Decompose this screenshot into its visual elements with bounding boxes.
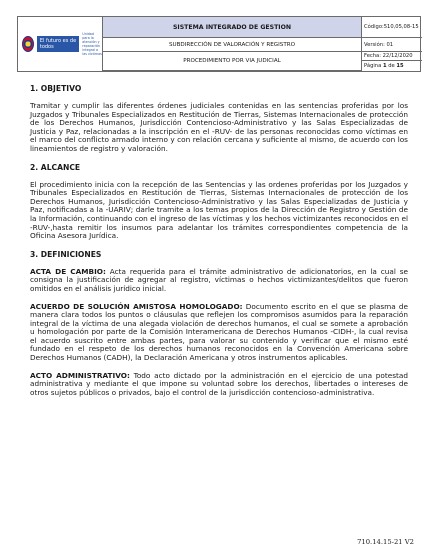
definition-item bbox=[30, 268, 408, 294]
definition-text: Acta requerida para el trámite administrativo de adicionatorios, en la cual se consigna la justificación de agregar al registro, víctimas o hechos victimizantes/delitos que fueron omitidos en el análisis jurídico inicial. bbox=[30, 266, 408, 293]
document-body bbox=[30, 84, 408, 406]
logo-area bbox=[18, 17, 103, 71]
definition-term: ACTA DE CAMBIO: bbox=[30, 266, 106, 276]
section-alcance-text: El procedimiento inicia con la recepción de las Sentencias y las ordenes proferidas por los Juzgados y Tribunales Especializados en Restitución de Tierras, Sistemas Internacionales de protección de los Derechos Humanos, Jurisdicción Contencioso-Administrativo y las Salas Especializadas de Justicia y Paz, notificadas a la -UARIV; darle tramite a los temas propios de la Dirección de Registro y Gestión de la Información, continuando con el ingreso de las víctimas y los hechos victimizantes reconocidos en el -RUV-,hasta remitir los insumos para adelantar los trámites correspondientes competencia de la Oficina Asesora Jurídica. bbox=[30, 179, 408, 241]
version-field: Versión: 01 bbox=[362, 38, 422, 52]
section-objetivo-heading: 1. OBJETIVO bbox=[30, 84, 82, 93]
page-field: Página 1 de 15 bbox=[364, 63, 404, 69]
definition-term: ACTO ADMINISTRATIVO: bbox=[30, 370, 130, 380]
subdirectorate-title: SUBDIRECCIÓN DE VALORACIÓN Y REGISTRO bbox=[103, 38, 362, 52]
definition-text: Documento escrito en el que se plasma de manera clara todos los puntos o cláusulas que reflejen los compromisos asumidos para la reparación integral de la víctima de una alegada violación de derechos humanos, el cual se somete a aprobación u homologación por parte de la Comisión Interamericana de Derechos Humanos -CIDH-, la cual revisa el acuerdo suscrito entre ambas partes, para valorar su contenido y verificar que el mismo esté fundado en el respeto de los derechos humanos reconocidos en la Convención Americana sobre Derechos Humanos (CADH), la Declaración Americana y otros instrumentos aplicables. bbox=[30, 301, 409, 363]
system-title: SISTEMA INTEGRADO DE GESTION bbox=[103, 17, 362, 38]
document-header bbox=[17, 16, 421, 72]
document-code: Código:510,05,08-15 bbox=[362, 17, 422, 38]
section-alcance-heading: 2. ALCANCE bbox=[30, 162, 81, 172]
unit-logo-text: Unidad para la atención y reparación integral a las víctimas bbox=[82, 32, 102, 56]
colombia-seal-icon bbox=[22, 36, 34, 52]
date-field: Fecha: 22/12/2020 bbox=[362, 52, 422, 61]
brand-logo: El futuro es de todos bbox=[37, 36, 79, 52]
section-definiciones-heading: 3. DEFINICIONES bbox=[30, 249, 102, 259]
definition-text: Todo acto dictado por la administración en el ejercicio de una potestad administrativa y mediante el que impone su voluntad sobre los derechos, libertades o intereses de otros sujetos públicos o privados, bajo el control de la jurisdicción contencioso-administrativa. bbox=[30, 370, 408, 397]
definition-item bbox=[30, 303, 408, 363]
footer-code: 710.14.15-21 V2 bbox=[357, 538, 414, 546]
definition-item bbox=[30, 372, 408, 398]
procedure-title: PROCEDIMIENTO POR VIA JUDICIAL bbox=[103, 52, 362, 71]
definition-term: ACUERDO DE SOLUCIÓN AMISTOSA HOMOLOGADO: bbox=[30, 301, 243, 311]
section-objetivo-text: Tramitar y cumplir las diferentes órdenes judiciales contenidas en las sentencias proferidas por los Juzgados y Tribunales Especializados en Restitución de Tierras, Sistemas Internacionales de protección de los Derechos Humanos, Jurisdicción Contencioso-Administrativo y las Salas Especializadas de Justicia y Paz, relacionadas a la inscripción en el -RUV- de las personas reconocidas como víctimas en el marco del conflicto armado interno y con relación cercana y suficiente al mismo, de acuerdo con los lineamientos de registro y valoración. bbox=[30, 101, 408, 153]
